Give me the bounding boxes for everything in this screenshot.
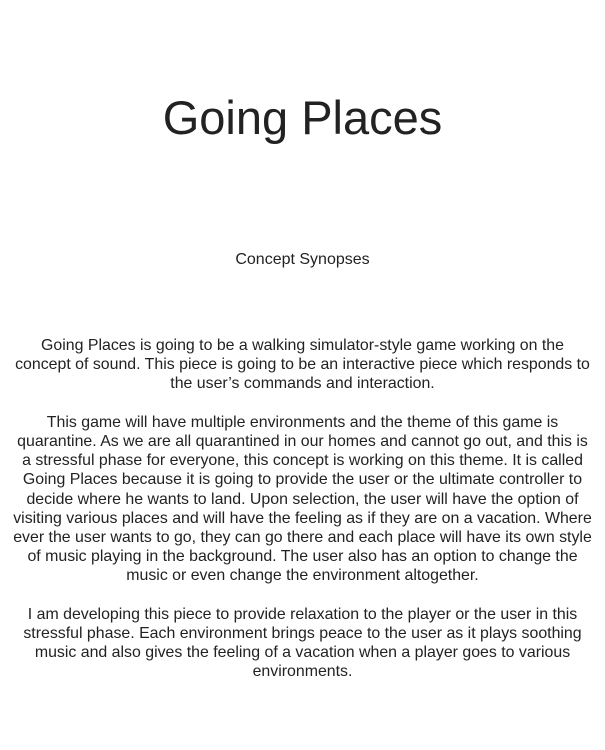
document-subtitle: Concept Synopses <box>235 251 370 268</box>
paragraph-purpose: I am developing this piece to provide relaxation to the player or the user in this stressful phase. Each environment brings peace to the user as it plays soothing music and also gives the feeling of a vacation when a player goes to various environments. <box>23 605 582 681</box>
document-body <box>12 336 593 682</box>
paragraph-intro: Going Places is going to be a walking simulator-style game working on the concept of sound. This piece is going to be an interactive piece which responds to the user’s commands and interaction. <box>15 337 590 393</box>
document-title: Going Places <box>162 91 443 144</box>
paragraph-theme: This game will have multiple environments and the theme of this game is quarantine. As we are all quarantined in our homes and cannot go out, and this is a stressful phase for everyone, this concept is working on this theme. It is called Going Places because it is going to provide the user or the ultimate controller to decide where he wants to land. Upon selection, the user will have the option of visiting various places and will have the feeling as if they are on a vacation. Where ever the user wants to go, they can go there and each place will have its own style of music playing in the background. The user also has an option to change the music or even change the environment altogether. <box>13 413 592 585</box>
